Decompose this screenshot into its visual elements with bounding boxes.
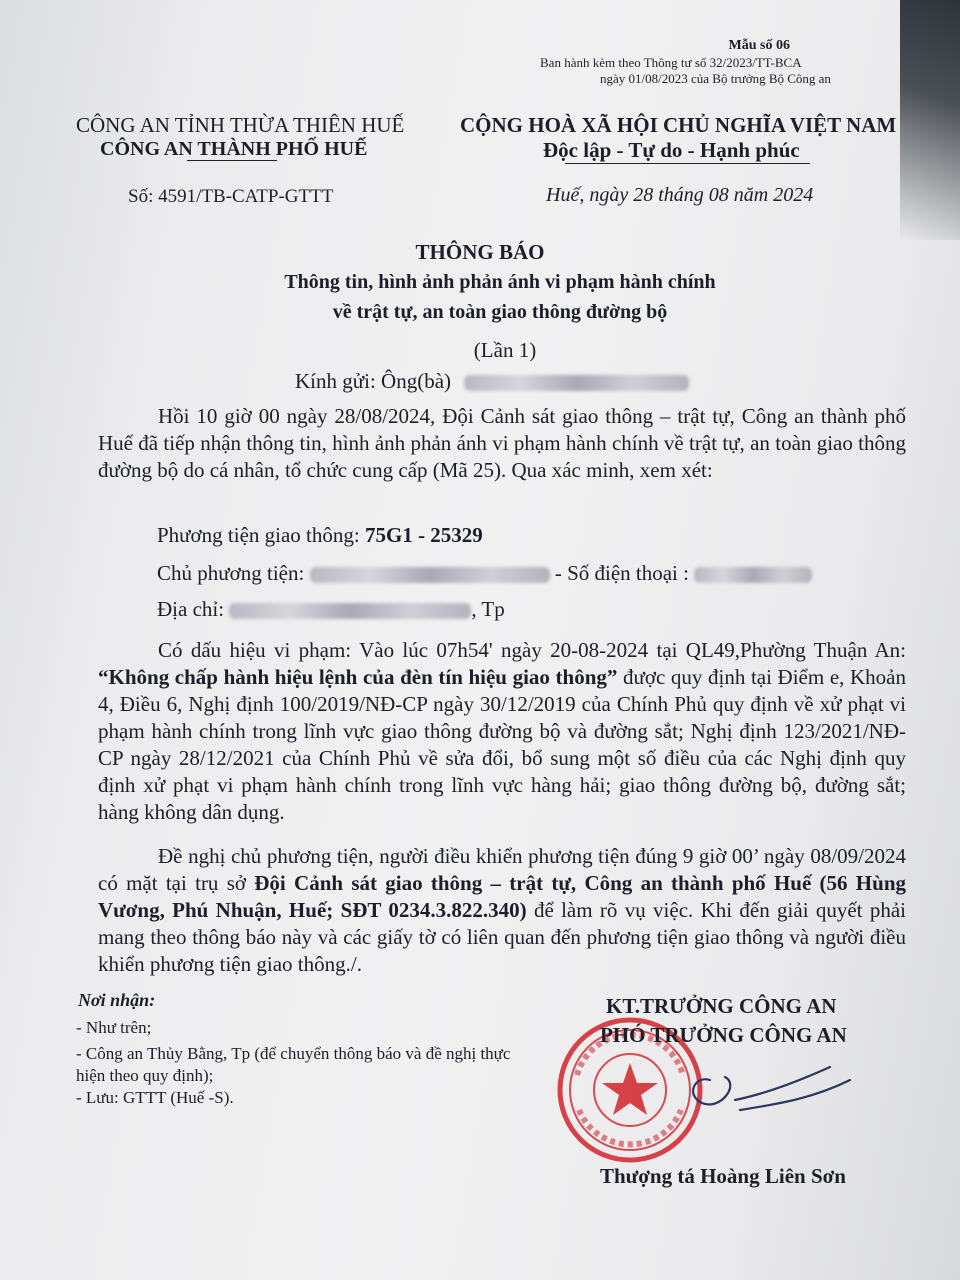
signature-title-2: PHÓ TRƯỞNG CÔNG AN — [600, 1023, 847, 1047]
signer-name: Thượng tá Hoàng Liên Sơn — [600, 1164, 846, 1188]
redacted-owner-name — [310, 567, 550, 583]
paragraph-violation — [98, 637, 906, 826]
motto-underline — [565, 163, 810, 164]
owner-label: Chủ phương tiện: — [157, 561, 305, 585]
form-number: Mẫu số 06 — [728, 38, 790, 53]
request-office: Đội Cảnh sát giao thông – trật tự, Công an thành phố Huế (56 Hùng Vương, Phú Nhuận, Huế; SĐT 0234.3.822.340) — [98, 871, 907, 922]
violation-name: “Không chấp hành hiệu lệnh của đèn tín hiệu giao thông” — [98, 665, 618, 689]
recipient-item: - Lưu: GTTT (Huế -S). — [76, 1088, 234, 1107]
document-subtitle-1: Thông tin, hình ảnh phản ánh vi phạm hành chính — [284, 271, 716, 293]
vehicle-label: Phương tiện giao thông: — [157, 523, 365, 547]
background-edge — [900, 0, 960, 240]
owner-line — [157, 561, 812, 586]
form-basis-line2: ngày 01/08/2023 của Bộ trưởng Bộ Công an — [600, 71, 831, 86]
paragraph-receipt — [98, 403, 906, 484]
address-label: Địa chỉ: — [157, 597, 225, 621]
paragraph-request — [98, 843, 906, 978]
handwritten-signature — [680, 1055, 860, 1135]
agency-parent: CÔNG AN TỈNH THỪA THIÊN HUẾ — [76, 113, 405, 137]
agency-name: CÔNG AN THÀNH PHỐ HUẾ — [100, 138, 368, 160]
nation-title: CỘNG HOÀ XÃ HỘI CHỦ NGHĨA VIỆT NAM — [460, 113, 897, 137]
signature-title-1: KT.TRƯỞNG CÔNG AN — [606, 994, 837, 1018]
request-text-b: để làm rõ vụ việc. Khi đến giải quyết phải mang theo thông báo này và các giấy tờ có liên quan đến phương tiện giao thông và người điều khiển phương tiện giao thông./. — [98, 898, 906, 976]
recipients-heading: Nơi nhận: — [78, 990, 156, 1010]
form-basis — [540, 55, 831, 87]
address-line — [157, 597, 505, 622]
recipient-item: - Công an Thủy Bằng, Tp (để chuyển thông báo và đề nghị thực hiện theo quy định); — [76, 1044, 511, 1085]
agency-underline — [187, 160, 277, 161]
vehicle-line — [157, 523, 483, 548]
violation-text-b: được quy định tại Điểm e, Khoản 4, Điều 6, Nghị định 100/2019/NĐ-CP ngày 30/12/2019 của Chính Phủ quy định về xử phạt vi phạm hành chính trong lĩnh vực giao thông đường bộ và đường sắt; Nghị định 123/2021/NĐ-CP ngày 28/12/2021 của Chính Phủ về sửa đổi, bổ sung một số điều của các Nghị định quy định xử phạt vi phạm hành chính trong lĩnh vực hàng hải; giao thông đường bộ, đường sắt; hàng không dân dụng. — [98, 665, 906, 824]
recipient-item: - Như trên; — [76, 1018, 152, 1037]
paragraph-receipt-text: Hồi 10 giờ 00 ngày 28/08/2024, Đội Cảnh sát giao thông – trật tự, Công an thành phố Huế đã tiếp nhận thông tin, hình ảnh phản ánh vi phạm hành chính về trật tự, an toàn giao thông đường bộ do cá nhân, tổ chức cung cấp (Mã 25). Qua xác minh, xem xét: — [98, 404, 906, 482]
redacted-phone — [694, 567, 812, 583]
notice-count: (Lần 1) — [473, 338, 537, 362]
vehicle-plate: 75G1 - 25329 — [364, 523, 483, 547]
place-date: Huế, ngày 28 tháng 08 năm 2024 — [546, 184, 814, 206]
form-basis-line1: Ban hành kèm theo Thông tư số 32/2023/TT-BCA — [540, 55, 802, 70]
request-text-a: Đề nghị chủ phương tiện, người điều khiển phương tiện đúng 9 giờ 00’ ngày 08/09/2024 có mặt tại trụ sở — [98, 844, 906, 895]
greeting-label: Kính gửi: Ông(bà) — [295, 369, 452, 393]
document-title: THÔNG BÁO — [415, 240, 545, 264]
redacted-address — [229, 603, 471, 619]
nation-motto: Độc lập - Tự do - Hạnh phúc — [543, 138, 800, 162]
redacted-recipient-name — [464, 375, 689, 391]
document-subtitle-2: về trật tự, an toàn giao thông đường bộ — [332, 301, 668, 323]
address-tail: , Tp — [471, 597, 505, 621]
document-number: Số: 4591/TB-CATP-GTTT — [128, 186, 334, 207]
phone-label: - Số điện thoại : — [554, 561, 689, 585]
violation-text-a: Có dấu hiệu vi phạm: Vào lúc 07h54' ngày 20-08-2024 tại QL49,Phường Thuận An: — [158, 638, 906, 662]
greeting — [295, 369, 689, 394]
